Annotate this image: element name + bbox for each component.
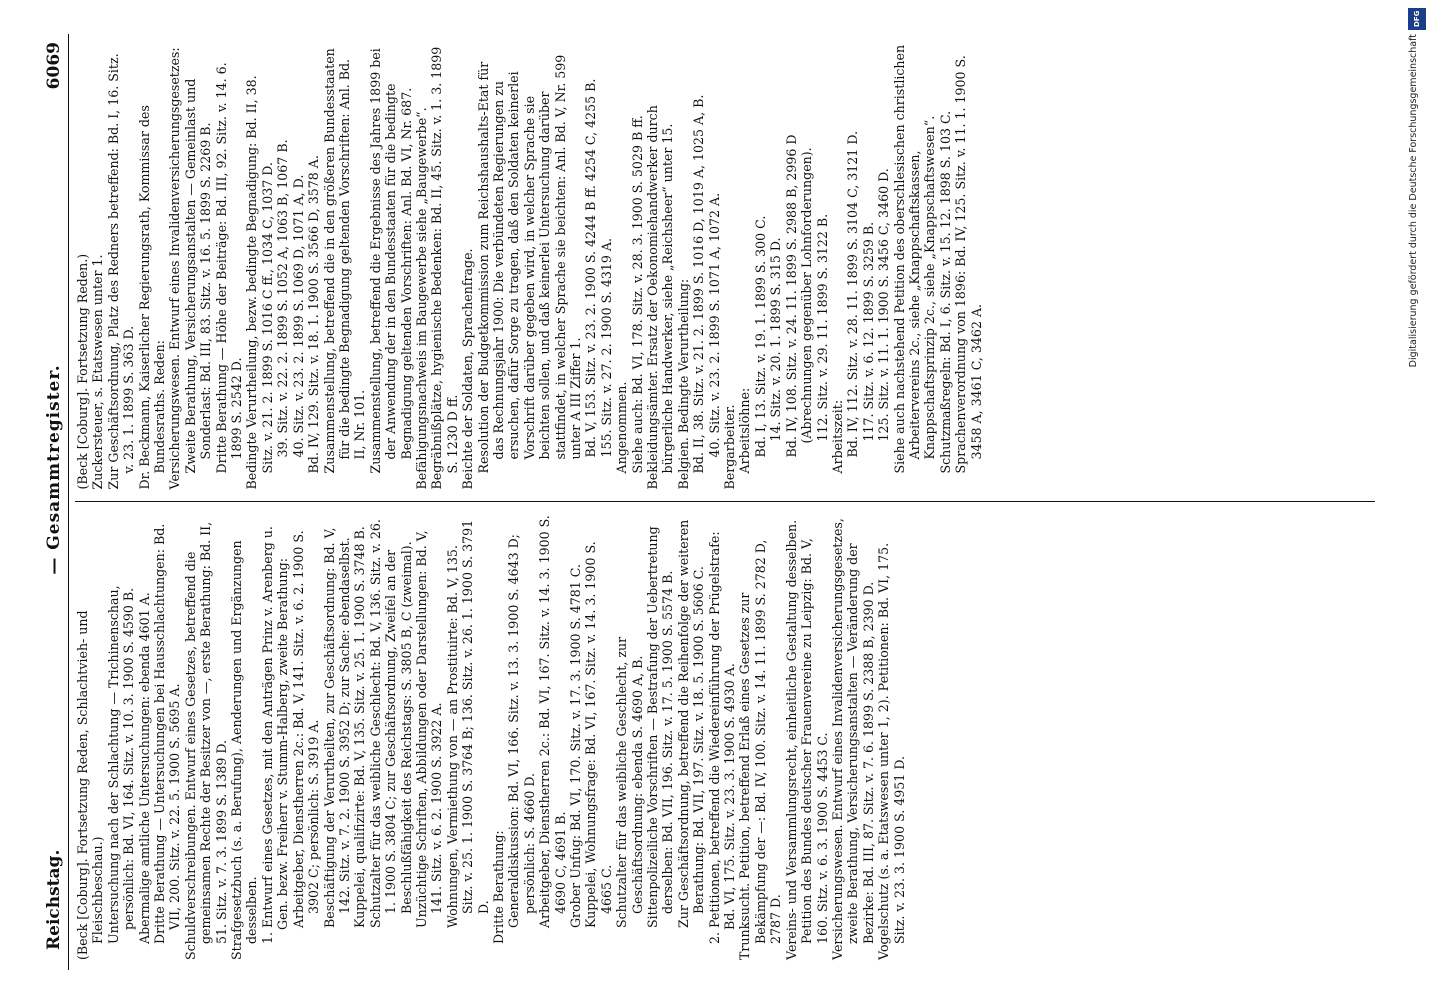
register-entry: Sprachenverordnung von 1896: Bd. IV, 125. Sitz. v. 11. 1. 1900 S. 3458 A, 3461 C, 3462 A. (953, 55, 984, 474)
register-entry: Bd. IV, 112. Sitz. v. 28. 11. 1899 S. 3104 C, 3121 D. (845, 131, 861, 458)
register-entry: Wohnungen, Vermiethung von — an Prostituirte: Bd. V, 135. Sitz. v. 25. 1. 1900 S. 3764 B; 136. Sitz. v. 26. 1. 1900 S. 3791 D. (444, 519, 491, 928)
register-entry: Begräbnißplätze, hygienische Bedenken: Bd. II, 45. Sitz. v. 1. 3. 1899 S. 1230 D ff. (429, 46, 460, 490)
register-entry: Dritte Berathung: (490, 830, 506, 944)
left-column (75, 505, 1375, 971)
register-entry: Grober Unfug: Bd. VI, 170. Sitz. v. 17. 3. 1900 S. 4781 C. (568, 564, 583, 928)
register-entry: 112. Sitz. v. 29. 11. 1899 S. 3122 B. (814, 213, 830, 442)
register-entry: 117. Sitz. v. 6. 12. 1899 S. 3259 B. (860, 221, 876, 442)
register-entry: Beschäftigung der Verurtheilten, zur Geschäftsordnung: Bd. V, 142. Sitz. v. 7. 2. 1900 S. 3952 D; zur Sache: ebendaselbst. (321, 527, 352, 928)
register-entry: Schutzalter für das weibliche Geschlecht: Bd. V, 136. Sitz. v. 26. 1. 1900 S. 3804 C; zur Geschäftsordnung, Zweifel an der Beschlußfähigkeit des Reichstags: S. 3805 B, C (zweimal). (367, 519, 414, 928)
header-rule (68, 34, 69, 970)
register-entry: Vereins- und Versammlungsrecht, einheitliche Gestaltung desselben. Petition des Bundes deutscher Frauenvereine zu Leipzig: Bd. V, 160. Sitz. v. 6. 3. 1900 S. 4453 C. (783, 519, 830, 960)
register-entry: Kuppelei, qualifizirte: Bd. V, 135. Sitz. v. 25. 1. 1900 S. 3748 B. (352, 526, 368, 928)
register-entry: Zur Geschäftsordnung, Platz des Redners betreffend: Bd. I, 16. Sitz. v. 23. 1. 1899 S. 363 D. (105, 53, 137, 490)
header-center: Gesammtregister. (44, 364, 64, 550)
register-entry: (Beck [Coburg]. Fortsetzung Reden, Schlachtvieh- und Fleischbeschau.) (75, 610, 106, 960)
dfg-notice: Digitalisierung gefördert durch die Deutsche Forschungsgemeinschaft (1408, 34, 1419, 368)
register-entry: 2. Petitionen, betreffend die Wiedereinführung der Prügelstrafe: Bd. VI, 175. Sitz. v. 23. 3. 1900 S. 4930 A. (706, 531, 738, 944)
register-entry: Unzüchtige Schriften, Abbildungen oder Darstellungen: Bd. V, 141. Sitz. v. 6. 2. 1900 S. 3922 A. (413, 530, 445, 928)
register-entry: Bedingte Verurtheilung, bezw. bedingte Begnadigung: Bd. II, 38. Sitz. v. 21. 2. 1899 S. 1016 C ff., 1034 C, 1037 D. (244, 75, 275, 490)
register-entry: 40. Sitz. v. 23. 2. 1899 S. 1071 A, 1072 A. (706, 192, 722, 458)
register-entry: Sittenpolizeiliche Vorschriften — Bestrafung der Uebertretung derselben: Bd. VII, 196. Sitz. v. 17. 5. 1900 S. 5574 B. (645, 526, 676, 928)
register-entry: Schuldverschreibungen. Entwurf eines Gesetzes, betreffend die gemeinsamen Rechte der Besitzer von —, erste Berathung: Bd. II, 51. Sitz. v. 7. 3. 1899 S. 1389 D. (182, 521, 229, 960)
header-separator: — (44, 556, 64, 575)
register-entry: Vogelschutz (s. a. Etatswesen unter 1, 2). Petitionen: Bd. VI, 175. Sitz. v. 23. 3. 1900 S. 4951 D. (876, 542, 907, 960)
register-entry: 39. Sitz. v. 22. 2. 1899 S. 1052 A, 1063 B, 1067 B. (275, 139, 291, 458)
right-column (75, 34, 1375, 500)
register-entry: Resolution der Budgetkommission zum Reichshaushalts-Etat für das Rechnungsjahr 1900: Die verbündeten Regierungen zu ersuchen, dafür Sorge zu tragen, daß den Soldaten keinerlei Vorschrift darüber gegeben wird, in welcher Sprache sie beichten sollen, und daß keinerlei Untersuchung darüber stattfindet, in welcher Sprache sie beichten: Anl. Bd. V, Nr. 599 unter A III Ziffer 1. (475, 54, 583, 474)
register-entry: Siehe auch nachstehend Petition des oberschlesischen christlichen Arbeitervereins 2c., siehe „Knappschaftskassen, Knappschaftsprinzip 2c., siehe „Knappschaftswesen“. (891, 44, 938, 474)
dfg-stamp (1404, 8, 1432, 568)
columns (75, 34, 1375, 970)
header-title (44, 89, 64, 849)
register-entry: Dr. Beckmann, Kaiserlicher Regierungsrath, Kommissar des Bundesraths. Reden: (136, 105, 168, 490)
register-entry: 14. Sitz. v. 20. 1. 1899 S. 315 D. (768, 237, 784, 442)
register-entry: Dritte Berathung — Höhe der Beiträge: Bd. III, 92. Sitz. v. 14. 6. 1899 S. 2542 D. (213, 62, 245, 474)
register-entry: Schutzmaßregeln: Bd. I, 6. Sitz. v. 15. 12. 1898 S. 103 C. (937, 110, 953, 474)
register-entry: Arbeitgeber, Dienstherren 2c.: Bd. VI, 167. Sitz. v. 14. 3. 1900 S. 4690 C, 4691 B. (537, 515, 568, 928)
register-entry: Zuckersteuer, s. Etatswesen unter 1. (90, 254, 106, 490)
register-entry: Befähigungsnachweis im Baugewerbe siehe „Baugewerbe“. (413, 107, 429, 490)
register-entry: Bd. V, 153. Sitz. v. 23. 2. 1900 S. 4244 B ff. 4254 C, 4255 B. (583, 78, 599, 458)
register-entry: Bd. II, 38. Sitz. v. 21. 2. 1899 S. 1016 D, 1019 A, 1025 A, B. (691, 94, 707, 474)
register-entry: Zur Geschäftsordnung, betreffend die Reihenfolge der weiteren Berathung: Bd. VII, 197. Sitz. v. 18. 5. 1900 S. 5606 C. (675, 519, 707, 928)
register-entry: Bekleidungsämter. Ersatz der Oekonomiehandwerker durch bürgerliche Handwerker, siehe „Reichsheer“ unter 15. (645, 105, 676, 490)
register-entry: Arbeitszeit: (829, 399, 845, 474)
register-entry: Generaldiskussion: Bd. VI, 166. Sitz. v. 13. 3. 1900 S. 4643 D; persönlich: S. 4660 D. (506, 534, 537, 928)
header-left: Reichstag. (44, 849, 64, 950)
register-entry: Abermalige amtliche Untersuchungen: ebenda 4601 A. (136, 592, 152, 944)
register-entry: Arbeitslöhne: (737, 387, 753, 474)
dfg-logo: DFG (1408, 8, 1426, 30)
page-header (28, 34, 68, 970)
register-entry: Zweite Berathung, Versicherungsanstalten — Gemeinlast und Sonderlast: Bd. III, 83. Sitz. v. 16. 5. 1899 S. 2269 B. (182, 78, 214, 474)
register-entry: Versicherungswesen. Entwurf eines Invalidenversicherungsgesetzes, zweite Berathung, Versicherungsanstalten — Veränderung der Bezirke: Bd. III, 87. Sitz. v. 7. 6. 1899 S. 2388 B, 2390 D. (829, 518, 876, 960)
register-entry: Dritte Berathung — Untersuchungen bei Hausschlachtungen: Bd. VII, 200. Sitz. v. 22. 5. 1900 S. 5695 A. (152, 523, 183, 944)
register-entry: Angenommen. (614, 381, 630, 474)
register-entry: Untersuchung nach der Schlachtung — Trichinenschau, persönlich: Bd. VI, 164. Sitz. v. 10. 3. 1900 S. 4590 B. (105, 585, 137, 944)
register-entry: Bd. IV, 129. Sitz. v. 18. 1. 1900 S. 3566 D, 3578 A. (306, 155, 322, 474)
register-entry: Beichte der Soldaten, Sprachenfrage. (460, 248, 476, 490)
page-number: 6069 (44, 42, 64, 90)
register-entry: Trunksucht. Petition, betreffend Erlaß eines Gesetzes zur Bekämpfung der —: Bd. IV, 100. Sitz. v. 14. 11. 1899 S. 2782 D, 2787 D. (737, 539, 784, 960)
column-divider (75, 502, 1375, 503)
register-entry: 155. Sitz. v. 27. 2. 1900 S. 4319 A. (598, 238, 614, 458)
register-entry: Zusammenstellung, betreffend die in den größeren Bundesstaaten für die bedingte Begnadigung geltenden Vorschriften: Anl. Bd. II, Nr. 101. (321, 48, 368, 474)
register-entry: 40. Sitz. v. 23. 2. 1899 S. 1069 D, 1071 A, D. (290, 174, 306, 458)
register-entry: Belgien. Bedingte Verurtheilung: (675, 278, 691, 490)
register-entry: Arbeitgeber, Dienstherren 2c.: Bd. V, 141. Sitz. v. 6. 2. 1900 S. 3902 C; persönlich: S. 3919 A. (290, 530, 322, 928)
register-entry: 125. Sitz. v. 11. 1. 1900 S. 3456 C, 3460 D. (876, 168, 892, 442)
register-entry: 1. Entwurf eines Gesetzes, mit den Anträgen Prinz v. Arenberg u. Gen. bezw. Freiherr v. Stumm-Halberg, zweite Berathung: (259, 526, 291, 944)
register-entry: Bd. I, 13. Sitz. v. 19. 1. 1899 S. 300 C. (752, 215, 768, 458)
register-entry: Strafgesetzbuch (s. a. Berufung), Aenderungen und Ergänzungen desselben. (229, 540, 260, 960)
register-entry: Zusammenstellung, betreffend die Ergebnisse des Jahres 1899 bei der Anwendung der in den Bundesstaaten für die bedingte Begnadigung geltenden Vorschriften: Anl. Bd. VI, Nr. 687. (367, 48, 414, 474)
register-entry: (Beck [Coburg]. Fortsetzung Reden.) (75, 253, 90, 490)
register-entry: Versicherungswesen. Entwurf eines Invalidenversicherungsgesetzes: (167, 47, 183, 490)
register-entry: Bd. IV, 108. Sitz. v. 24. 11. 1899 S. 2988 B, 2996 D (Abrechnungen gegenüber Lohnforderungen). (783, 134, 815, 458)
register-entry: Bergarbeiter. (722, 404, 738, 490)
register-entry: Kuppelei, Wohnungsfrage: Bd. VI, 167. Sitz. v. 14. 3. 1900 S. 4665 C. (583, 541, 614, 928)
register-entry: Schutzalter für das weibliche Geschlecht, zur Geschäftsordnung: ebenda S. 4690 A, B. (614, 636, 645, 928)
register-entry: Siehe auch: Bd. VI, 178. Sitz. v. 28. 3. 1900 S. 5029 B ff. (629, 115, 645, 474)
